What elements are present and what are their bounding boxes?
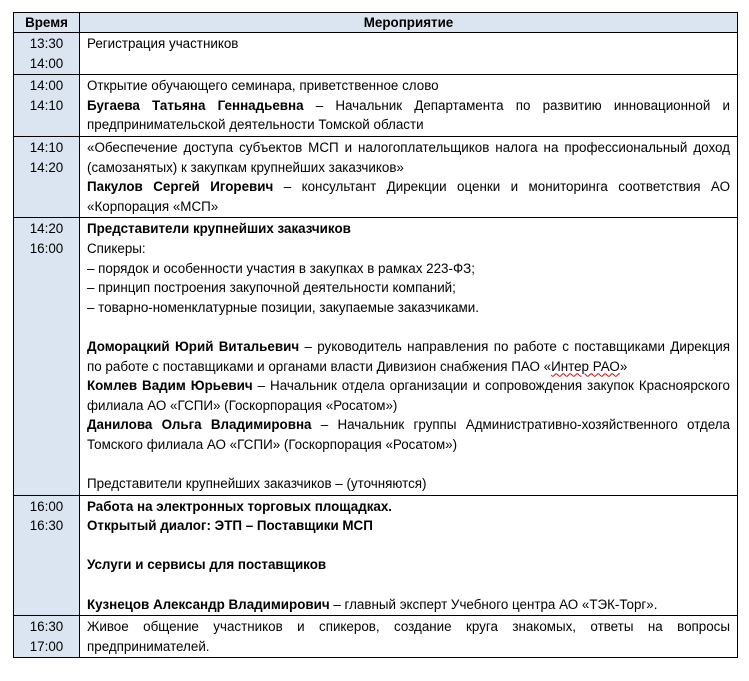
event-cell [80,75,738,137]
session-subtitle: Открытый диалог: ЭТП – Поставщики МСП [87,518,373,534]
speaker-role: – консультант Дирекции оценки и мониторинга соответствия АО «Корпорация «МСП» [87,179,730,214]
end-time: 16:30 [29,518,64,534]
speakers-label: Спикеры: [87,240,146,256]
start-time: 16:30 [29,619,64,635]
end-time: 17:00 [29,638,64,654]
end-time: 16:00 [29,240,64,256]
schedule-table [13,12,738,658]
table-row [14,218,738,495]
event-text: Открытие обучающего семинара, приветственное слово [87,78,439,94]
speaker-name: Кузнецов Александр Владимирович [87,596,330,612]
time-cell [14,136,80,217]
event-cell [80,218,738,495]
speaker-role: – главный эксперт Учебного центра АО «ТЭК-Торг». [333,596,658,612]
event-cell [80,616,738,658]
speaker-role: – Начальник отдела организации и сопровождения закупок Красноярского филиала АО «ГСПИ» (Госкорпорация «Росатом») [87,378,730,413]
speaker-name: Пакулов Сергей Игоревич [87,179,274,195]
bullet-item: – порядок и особенности участия в закупках в рамках 223-ФЗ; [87,260,475,276]
speaker-name: Бугаева Татьяна Геннадьевна [87,97,304,113]
time-cell [14,33,80,75]
end-time: 14:00 [29,55,64,71]
speaker-name: Комлев Вадим Юрьевич [87,378,253,394]
session-footer: Представители крупнейших заказчиков – (уточняются) [87,476,427,492]
start-time: 14:00 [29,78,64,94]
end-time: 14:10 [29,97,64,113]
time-column-header: Время [14,13,80,33]
speaker-name: Доморацкий Юрий Витальевич [87,338,300,354]
start-time: 14:10 [29,139,64,155]
event-cell [80,136,738,217]
speaker-role: – Начальник группы Административно-хозяйственного отдела Томского филиала АО «ГСПИ» (Госкорпорация «Росатом») [87,417,730,452]
event-column-header: Мероприятие [80,13,738,33]
event-text: Регистрация участников [87,36,239,51]
time-cell [14,616,80,658]
table-row [14,495,738,616]
bullet-item: – принцип построения закупочной деятельности компаний; [87,280,456,296]
session-topic: Услуги и сервисы для поставщиков [87,557,327,573]
event-cell [80,33,738,75]
event-cell [80,495,738,616]
session-title: Работа на электронных торговых площадках. [87,498,393,514]
table-row [14,75,738,137]
start-time: 14:20 [29,221,64,237]
quote-close: » [619,358,628,374]
bullet-item: – товарно-номенклатурные позиции, закупаемые заказчиками. [87,299,479,315]
table-row [14,136,738,217]
event-text: «Обеспечение доступа субъектов МСП и налогоплательщиков налога на профессиональный доход (самозанятых) к закупкам крупнейших заказчиков» [87,139,730,175]
event-text: Живое общение участников и спикеров, создание круга знакомых, ответы на вопросы предпринимателей. [87,619,730,654]
session-title: Представители крупнейших заказчиков [87,221,351,237]
table-row [14,616,738,658]
start-time: 13:30 [29,36,64,51]
time-cell [14,75,80,137]
end-time: 14:20 [29,159,64,175]
time-cell [14,218,80,495]
speaker-name: Данилова Ольга Владимировна [87,417,312,433]
header-row [14,13,738,33]
start-time: 16:00 [29,498,64,514]
speaker-role: – Начальник Департамента по развитию инновационной и предпринимательской деятельности Томской области [87,97,730,133]
table-row [14,33,738,75]
company-name: Интер РАО [551,358,620,374]
time-cell [14,495,80,616]
speaker-role: – руководитель направления по работе с поставщиками Дирекция по работе с поставщиками и органами власти Дивизион снабжения ПАО « [87,338,730,374]
